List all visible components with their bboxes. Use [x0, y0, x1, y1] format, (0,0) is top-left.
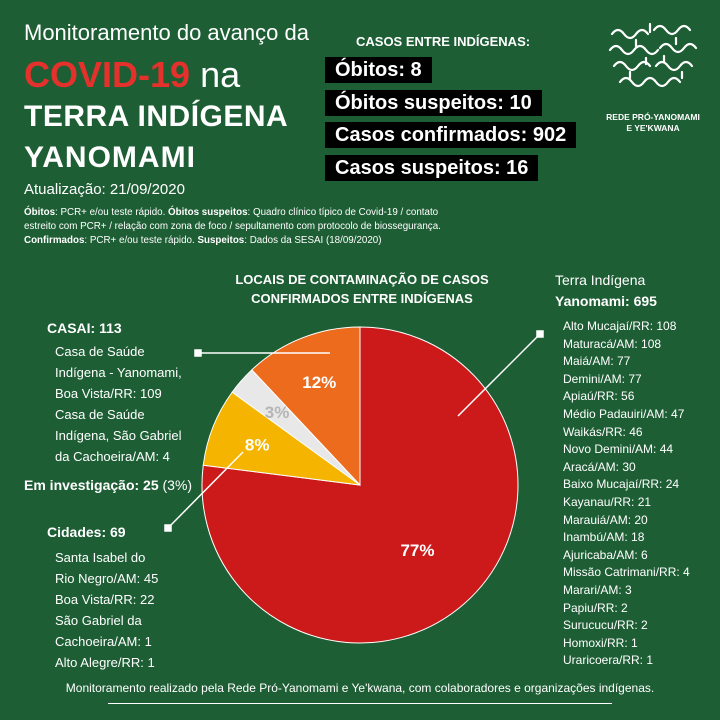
terra-item: Inambú/AM: 18: [563, 530, 645, 545]
terra-item: Novo Demini/AM: 44: [563, 442, 674, 457]
footer-divider: [108, 703, 612, 704]
pie-data-label-3: 12%: [302, 373, 337, 393]
terra-item: Aracá/AM: 30: [563, 459, 636, 474]
cidades-line: São Gabriel da: [55, 613, 142, 628]
casai-header: CASAI: 113: [47, 320, 122, 336]
cidades-line: Alto Alegre/RR: 1: [55, 655, 155, 670]
note-term-confirmados: Confirmados: [24, 235, 85, 246]
cidades-header: Cidades: 69: [47, 524, 126, 540]
casai-line: da Cachoeira/AM: 4: [55, 449, 170, 464]
note-term-suspeitos: Suspeitos: [197, 235, 245, 246]
investigacao-count: Em investigação: 25: [24, 477, 159, 493]
header-title-line1: Monitoramento do avanço da: [24, 20, 309, 45]
pie-data-label-2: 3%: [264, 402, 290, 422]
casai-line: Indígena, São Gabriel: [55, 428, 182, 443]
terra-item: Apiaú/RR: 56: [563, 389, 635, 404]
casai-line: Boa Vista/RR: 109: [55, 386, 162, 401]
header-title-terra: TERRA INDÍGENA: [24, 100, 289, 133]
leader-dot-terra: [537, 331, 543, 337]
terra-item: Marauiá/AM: 20: [563, 512, 648, 527]
terra-item: Alto Mucajaí/RR: 108: [563, 319, 677, 333]
pie-slices-group: [202, 327, 518, 643]
terra-header-line2: Yanomami: 695: [555, 293, 657, 309]
casos-confirmados-bar: Casos confirmados: 902: [325, 122, 576, 148]
terra-item: Surucucu/RR: 2: [563, 618, 648, 633]
investigacao-label: [24, 477, 192, 493]
obitos-suspeitos-bar: Óbitos suspeitos: 10: [325, 90, 542, 116]
note-def-confirmados: : PCR+ e/ou teste rápido.: [84, 235, 195, 246]
footer-text: Monitoramento realizado pela Rede Pró-Yanomami e Ye'kwana, com colaboradores e organizações indígenas.: [65, 681, 655, 695]
terra-item: Baixo Mucajaí/RR: 24: [563, 477, 680, 492]
pie-data-label-1: 8%: [244, 435, 270, 455]
terra-item: Demini/AM: 77: [563, 371, 642, 386]
investigacao-percent: (3%): [162, 477, 193, 493]
terra-item: Homoxi/RR: 1: [563, 635, 638, 650]
note-def-suspeitos: : Dados da SESAI (18/09/2020): [244, 235, 382, 246]
obitos-bar: Óbitos: 8: [325, 57, 432, 83]
terra-item: Uraricoera/RR: 1: [563, 653, 654, 668]
casai-line: Casa de Saúde: [55, 344, 145, 359]
terra-item: Waikás/RR: 46: [563, 424, 643, 439]
pie-data-label-0: 77%: [400, 541, 435, 561]
na-label: na: [200, 54, 241, 95]
logo-text-line2: E YE'KWANA: [626, 123, 680, 133]
leader-dot-casai: [195, 350, 201, 356]
chart-title: LOCAIS DE CONTAMINAÇÃO DE CASOS CONFIRMADOS ENTRE INDÍGENAS: [235, 272, 489, 306]
terra-item: Médio Padauiri/AM: 47: [563, 406, 685, 421]
terra-item: Maturacá/AM: 108: [563, 336, 662, 351]
terra-item: Marari/AM: 3: [563, 582, 632, 597]
leader-dot-cidades: [165, 525, 171, 531]
note-term-obitos: Óbitos: [24, 207, 56, 218]
header-title-yanomami: YANOMAMI: [24, 141, 196, 174]
cidades-list: [55, 547, 158, 673]
casai-line: Casa de Saúde: [55, 407, 145, 422]
casos-suspeitos-bar: Casos suspeitos: 16: [325, 155, 538, 181]
terra-header-line1: Terra Indígena: [555, 272, 646, 288]
cidades-line: Cachoeira/AM: 1: [55, 634, 152, 649]
casai-list: [55, 341, 182, 467]
cidades-line: Boa Vista/RR: 22: [55, 592, 155, 607]
cidades-line: Rio Negro/AM: 45: [55, 571, 159, 586]
terra-list: [563, 318, 690, 670]
casai-line: Indígena - Yanomami,: [55, 365, 182, 380]
note-def-obitos-suspeitos: : Quadro clínico típico de Covid-19 / contato estreito com PCR+ / relação com zona de foco / sepultamento com protocolo de biossegurança.: [24, 207, 441, 232]
note-term-obitos-suspeitos: Óbitos suspeitos: [168, 207, 248, 218]
cases-title: CASOS ENTRE INDÍGENAS:: [356, 34, 531, 49]
terra-item: Kayanau/RR: 21: [563, 494, 652, 509]
terra-item: Papiu/RR: 2: [563, 600, 628, 615]
update-date: Atualização: 21/09/2020: [24, 181, 185, 198]
terra-item: Maiá/AM: 77: [563, 354, 631, 369]
note-def-obitos: : PCR+ e/ou teste rápido.: [55, 207, 166, 218]
covid-label: COVID-19: [24, 54, 191, 95]
terra-item: Missão Catrimani/RR: 4: [563, 565, 690, 580]
terra-item: Ajuricaba/AM: 6: [563, 547, 648, 562]
logo-text-line1: REDE PRÓ-YANOMAMI: [606, 112, 700, 122]
cidades-line: Santa Isabel do: [55, 550, 146, 565]
